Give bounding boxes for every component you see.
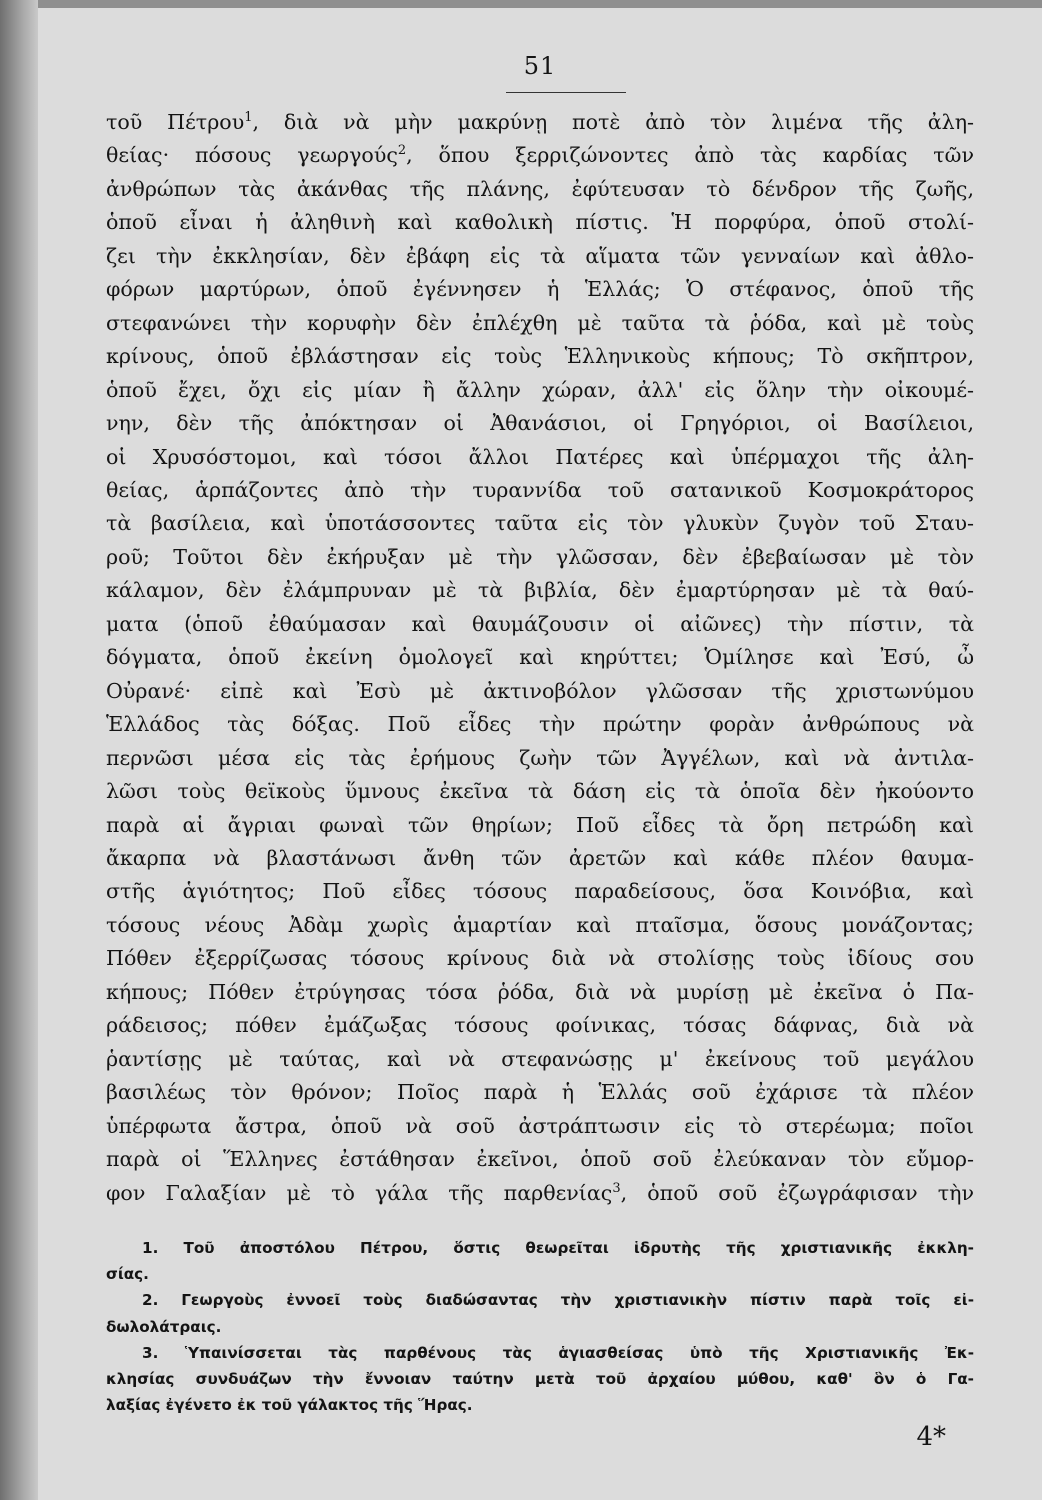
footnote-1-continuation: σίας. [106,1265,149,1284]
text-line [106,106,974,139]
text-line: περνῶσι μέσα εἰς τὰς ἐρήμους ζωὴν τῶν Ἀγγέλων, καὶ νὰ ἀντιλα- [106,745,974,770]
footnote-2-continuation: δωλολάτραις. [106,1317,222,1336]
text-line: τὰ βασίλεια, καὶ ὑποτάσσοντες ταῦτα εἰς τὸν γλυκὺν ζυγὸν τοῦ Σταυ- [106,511,974,536]
footnote-3-continuation: κλησίας συνδυάζων τὴν ἔννοιαν ταύτην μετὰ τοῦ ἀρχαίου μύθου, καθ' ὃν ὁ Γα- [106,1370,974,1389]
text-line: ὁποῦ ἔχει, ὄχι εἰς μίαν ἢ ἄλλην χώραν, ἀλλ' εἰς ὅλην τὴν οἰκουμέ- [106,377,974,402]
text-line: Ἑλλάδος τὰς δόξας. Ποῦ εἶδες τὴν πρώτην φορὰν ἀνθρώπους νὰ [106,712,974,737]
text-line: στεφανώνει τὴν κορυφὴν δὲν ἐπλέχθη μὲ ταῦτα τὰ ῥόδα, καὶ μὲ τοὺς [106,310,974,335]
text-line: φόρων μαρτύρων, ὁποῦ ἐγέννησεν ἡ Ἑλλάς; Ὁ στέφανος, ὁποῦ τῆς [106,277,974,302]
text-line: ροῦ; Τοῦτοι δὲν ἐκήρυξαν μὲ τὴν γλῶσσαν, δὲν ἐβεβαίωσαν μὲ τὸν [106,544,974,569]
text-segment: τοῦ Πέτρου [106,110,245,134]
footnote-ref: 1 [244,110,253,125]
text-line: ράδεισος; πόθεν ἐμάζωξας τόσους φοίνικας, τόσας δάφνας, διὰ νὰ [106,1013,974,1038]
text-segment: , διὰ νὰ μὴν μακρύνῃ ποτὲ ἀπὸ τὸν λιμένα τῆς ἀλη- [252,110,974,134]
text-line: οἱ Χρυσόστομοι, καὶ τόσοι ἄλλοι Πατέρες καὶ ὑπέρμαχοι τῆς ἀλη- [106,444,974,469]
text-line: λῶσι τοὺς θεϊκοὺς ὕμνους ἐκεῖνα τὰ δάση εἰς τὰ ὁποῖα δὲν ἠκούοντο [106,779,974,804]
book-page [38,8,1042,1500]
text-line: κήπους; Πόθεν ἐτρύγησας τόσα ῥόδα, διὰ νὰ μυρίσῃ μὲ ἐκεῖνα ὁ Πα- [106,979,974,1004]
footnote-3-continuation: λαξίας ἐγένετο ἐκ τοῦ γάλακτος τῆς Ἥρας. [106,1396,473,1415]
text-segment: , ὅπου ξερριζώνοντες ἀπὸ τὰς καρδίας τῶν [406,143,974,168]
text-line: ῥαντίσῃς μὲ ταύτας, καὶ νὰ στεφανώσῃς μ' ἐκείνους τοῦ μεγάλου [106,1046,974,1071]
page-number: 51 [523,52,557,80]
text-line: ὁποῦ εἶναι ἡ ἀληθινὴ καὶ καθολικὴ πίστις. Ἡ πορφύρα, ὁποῦ στολί- [106,210,974,235]
text-line: Πόθεν ἐξερρίζωσας τόσους κρίνους διὰ νὰ στολίσῃς τοὺς ἰδίους σου [106,946,974,971]
text-line: θείας, ἁρπάζοντες ἀπὸ τὴν τυραννίδα τοῦ σατανικοῦ Κοσμοκράτορος [106,477,974,502]
text-line: δόγματα, ὁποῦ ἐκείνη ὁμολογεῖ καὶ κηρύττει; Ὁμίλησε καὶ Ἐσύ, ὦ [106,645,974,670]
footnote-3: 3. Ὑπαινίσσεται τὰς παρθένους τὰς ἁγιασθείσας ὑπὸ τῆς Χριστιανικῆς Ἐκ- [142,1343,974,1362]
text-line: ἀνθρώπων τὰς ἀκάνθας τῆς πλάνης, ἐφύτευσαν τὸ δένδρον τῆς ζωῆς, [106,176,974,201]
text-line: ὑπέρφωτα ἄστρα, ὁποῦ νὰ σοῦ ἀστράπτωσιν εἰς τὸ στερέωμα; ποῖοι [106,1113,974,1138]
text-line: κρίνους, ὁποῦ ἐβλάστησαν εἰς τοὺς Ἑλληνικοὺς κήπους; Τὸ σκῆπτρον, [106,344,974,369]
text-line [106,1177,974,1210]
printer-signature-mark: 4* [916,1422,946,1452]
text-line: στῆς ἁγιότητος; Ποῦ εἶδες τόσους παραδείσους, ὅσα Κοινόβια, καὶ [106,879,974,904]
book-spine-shadow [0,0,38,1500]
text-line: κάλαμον, δὲν ἐλάμπρυναν μὲ τὰ βιβλία, δὲν ἐμαρτύρησαν μὲ τὰ θαύ- [106,578,974,603]
text-line: Οὐρανέ· εἰπὲ καὶ Ἐσὺ μὲ ἀκτινοβόλον γλῶσσαν τῆς χριστωνύμου [106,678,974,703]
text-line: ματα (ὁποῦ ἐθαύμασαν καὶ θαυμάζουσιν οἱ αἰῶνες) τὴν πίστιν, τὰ [106,611,974,636]
text-line: ζει τὴν ἐκκλησίαν, δὲν ἐβάφη εἰς τὰ αἵματα τῶν γενναίων καὶ ἀθλο- [106,243,974,268]
text-segment: θείας· πόσους γεωργούς [106,143,398,168]
text-line [106,139,974,172]
footnotes [106,1235,974,1418]
text-line: παρὰ οἱ Ἕλληνες ἐστάθησαν ἐκεῖνοι, ὁποῦ σοῦ ἐλεύκαναν τὸν εὔμορ- [106,1147,974,1172]
text-segment: φον Γαλαξίαν μὲ τὸ γάλα τῆς παρθενίας [106,1180,613,1205]
footnote-2: 2. Γεωργοὺς ἐννοεῖ τοὺς διαδώσαντας τὴν χριστιανικὴν πίστιν παρὰ τοῖς εἰ- [142,1291,974,1310]
page-number-rule [506,92,626,93]
footnote-1: 1. Τοῦ ἀποστόλου Πέτρου, ὅστις θεωρεῖται ἱδρυτὴς τῆς χριστιανικῆς ἐκκλη- [142,1239,974,1257]
text-segment: , ὁποῦ σοῦ ἐζωγράφισαν τὴν [620,1180,974,1205]
text-line: παρὰ αἱ ἄγριαι φωναὶ τῶν θηρίων; Ποῦ εἶδες τὰ ὄρη πετρώδη καὶ [106,812,974,837]
main-text [106,106,974,1210]
footnote-ref: 3 [612,1180,621,1196]
text-line: ἄκαρπα νὰ βλαστάνωσι ἄνθη τῶν ἀρετῶν καὶ κάθε πλέον θαυμα- [106,845,974,870]
text-line: τόσους νέους Ἀδὰμ χωρὶς ἁμαρτίαν καὶ πταῖσμα, ὅσους μονάζοντας; [106,912,974,937]
footnote-ref: 2 [397,143,407,159]
text-line: νην, δὲν τῆς ἀπόκτησαν οἱ Ἀθανάσιοι, οἱ Γρηγόριοι, οἱ Βασίλειοι, [106,411,974,436]
text-line: βασιλέως τὸν θρόνον; Ποῖος παρὰ ἡ Ἑλλάς σοῦ ἐχάρισε τὰ πλέον [106,1080,974,1105]
